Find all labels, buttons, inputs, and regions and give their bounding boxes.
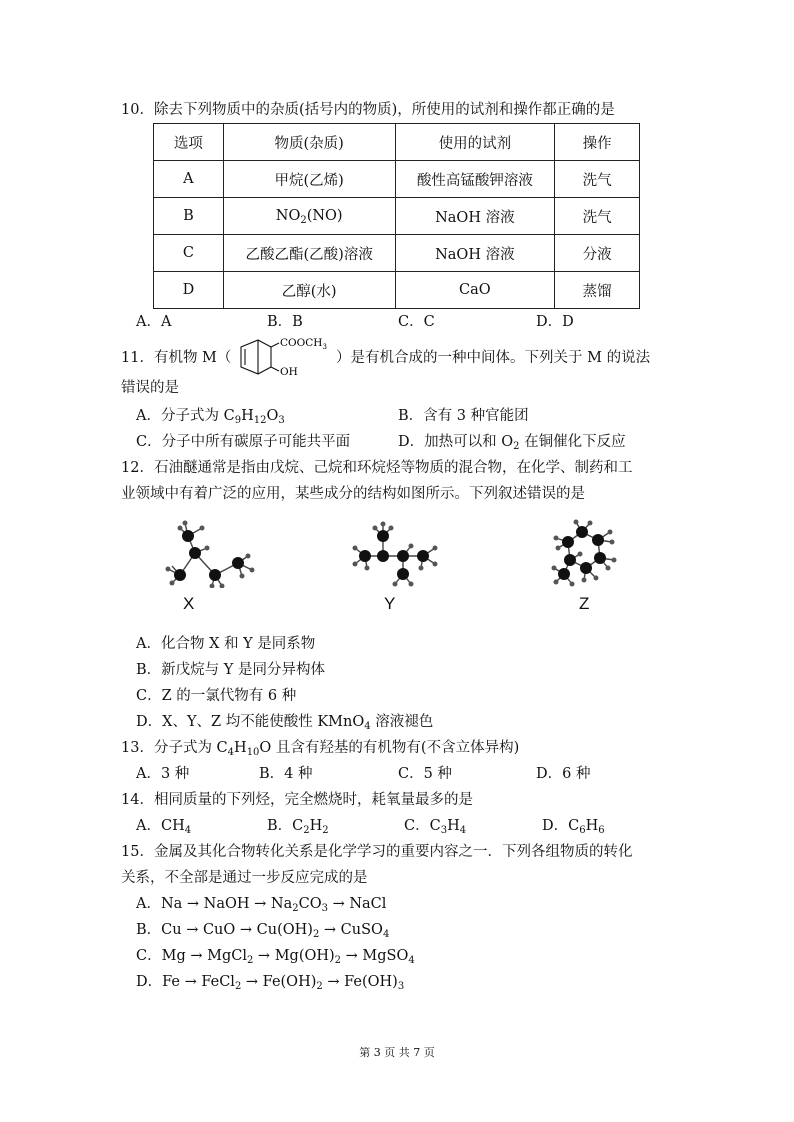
q11-option-c: C．分子中所有碳原子可能共平面 [136, 434, 351, 450]
oh-label: OH [280, 366, 298, 378]
molecule-m-structure [225, 334, 335, 378]
molecule-y-label: Y [384, 594, 396, 613]
q10-option-a: A．A [136, 314, 172, 330]
page-footer: 第 3 页 共 7 页 [359, 1046, 435, 1059]
table-cell-substance: 乙醇(水) [223, 272, 395, 309]
table-row [154, 272, 640, 309]
table-header-row [154, 124, 640, 161]
q12-stem-a: 12．石油醚通常是指由戊烷、己烷和环烷烃等物质的混合物，在化学、制药和工 [121, 460, 633, 476]
q13-option-b: B．4 种 [259, 766, 313, 782]
q11-option-a: A．分子式为 $C_9H_{12}O_3$ [136, 408, 285, 426]
q13-option-a: A．3 种 [136, 766, 190, 782]
q12-option-d: D．X、Y、Z 均不能使酸性 KMnO$_4$ 溶液褪色 [136, 714, 434, 732]
q11-stem-a: 11．有机物 M（ [121, 350, 232, 366]
table-cell-reagent: NaOH 溶液 [395, 198, 555, 235]
table-header-operation: 操作 [555, 124, 640, 161]
q10-option-c: C．C [398, 314, 435, 330]
table-cell-operation: 蒸馏 [555, 272, 640, 309]
q10-table [153, 123, 640, 309]
q15-option-d: D．Fe → FeCl$_2$ → $Fe(OH)_2 \to Fe(OH)_3$ [136, 974, 405, 992]
table-header-option: 选项 [154, 124, 224, 161]
molecule-z-label: Z [579, 594, 590, 613]
q15-option-a: A．Na → NaOH → $Na_2CO_3$ → NaCl [136, 896, 387, 914]
table-cell-operation: 分液 [555, 235, 640, 272]
table-cell-option: A [154, 161, 224, 198]
table-cell-substance: 甲烷(乙烯) [223, 161, 395, 198]
q14-option-a: A．$CH_4$ [136, 818, 192, 836]
q14-stem: 14．相同质量的下列烃，完全燃烧时，耗氧量最多的是 [121, 792, 473, 808]
table-row [154, 235, 640, 272]
q10-option-b: B．B [267, 314, 303, 330]
q15-option-c: C．Mg → MgCl$_2$ → $Mg(OH)_2$ → MgSO$_4$ [136, 948, 415, 966]
table-row [154, 198, 640, 235]
molecule-z-model [540, 518, 630, 590]
cooch3-label: $COOCH_3$ [280, 337, 327, 351]
q11-option-b: B．含有 3 种官能团 [398, 408, 529, 424]
table-cell-reagent: 酸性高锰酸钾溶液 [395, 161, 555, 198]
q14-option-c: C．$C_3H_4$ [404, 818, 467, 836]
table-cell-substance: $NO_2(NO)$ [223, 198, 395, 235]
table-row [154, 161, 640, 198]
q13-option-d: D．6 种 [536, 766, 591, 782]
table-cell-reagent: CaO [395, 272, 555, 309]
table-cell-option: B [154, 198, 224, 235]
molecule-y-model [345, 518, 455, 590]
molecule-x-label: X [183, 594, 195, 613]
q12-stem-b: 业领域中有着广泛的应用，某些成分的结构如图所示。下列叙述错误的是 [121, 486, 585, 502]
q15-stem-a: 15．金属及其化合物转化关系是化学学习的重要内容之一．下列各组物质的转化 [121, 844, 633, 860]
q14-option-d: D．$C_6H_6$ [542, 818, 605, 836]
molecule-x-model [150, 518, 270, 588]
q14-option-b: B．$C_2H_2$ [267, 818, 329, 836]
q10-stem: 10．除去下列物质中的杂质(括号内的物质)，所使用的试剂和操作都正确的是 [121, 102, 615, 118]
q13-stem: 13．分子式为 $C_4H_{10}O$ 且含有羟基的有机物有(不含立体异构) [121, 740, 520, 758]
q12-option-a: A．化合物 X 和 Y 是同系物 [136, 636, 316, 652]
q12-option-b: B．新戊烷与 Y 是同分异构体 [136, 662, 325, 678]
q13-option-c: C．5 种 [398, 766, 452, 782]
table-header-reagent: 使用的试剂 [395, 124, 555, 161]
table-cell-substance: 乙酸乙酯(乙酸)溶液 [223, 235, 395, 272]
table-cell-option: C [154, 235, 224, 272]
q12-option-c: C．Z 的一氯代物有 6 种 [136, 688, 297, 704]
table-cell-operation: 洗气 [555, 198, 640, 235]
q10-option-d: D．D [536, 314, 574, 330]
q11-stem-c: 错误的是 [121, 380, 179, 396]
table-cell-operation: 洗气 [555, 161, 640, 198]
q11-option-d: D．加热可以和 $O_2$ 在铜催化下反应 [398, 434, 626, 452]
table-cell-option: D [154, 272, 224, 309]
table-header-substance: 物质(杂质) [223, 124, 395, 161]
q15-option-b: B．Cu → CuO → $Cu(OH)_2$ → CuSO$_4$ [136, 922, 390, 940]
q11-stem-b: ）是有机合成的一种中间体。下列关于 M 的说法 [336, 350, 651, 366]
q15-stem-b: 关系，不全部是通过一步反应完成的是 [121, 870, 368, 886]
table-cell-reagent: NaOH 溶液 [395, 235, 555, 272]
